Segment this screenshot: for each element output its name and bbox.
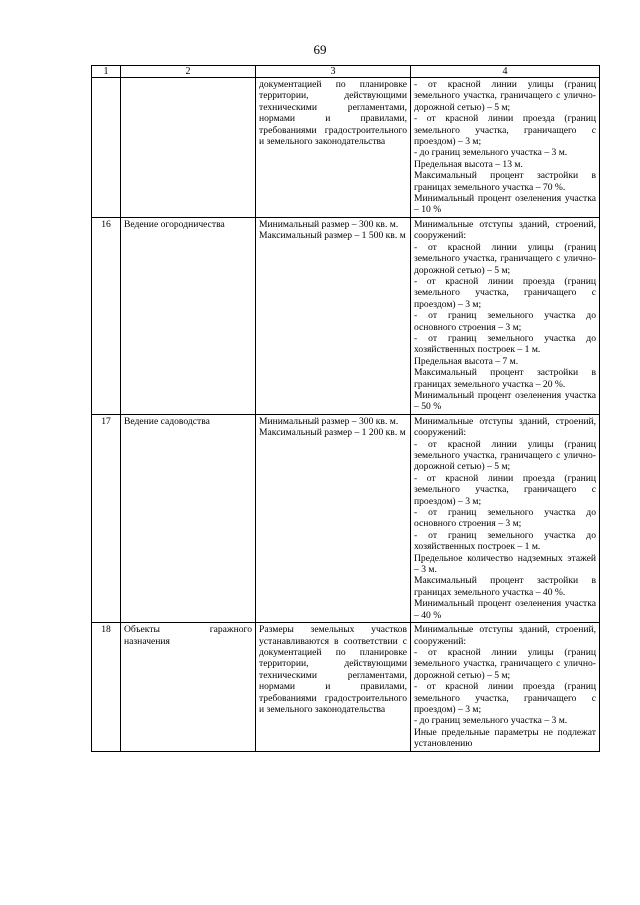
parameters [411, 78, 600, 218]
parameters [411, 217, 600, 414]
header-cell-2: 2 [121, 66, 256, 78]
parameter-line: - от красной линии улицы (границ земельного участка, граничащего с улично-дорожной сетью) – 5 м; [414, 241, 596, 276]
table-row [92, 623, 600, 751]
parameter-line: - от красной линии проезда (границ земельного участка, граничащего с проездом) – 3 м; [414, 681, 596, 715]
plot-size-max: Максимальный размер – 1 500 кв. м [259, 230, 406, 242]
table-row [92, 414, 600, 622]
parameter-line: Максимальный процент застройки в границах земельного участка – 70 %. [414, 170, 596, 193]
header-cell-4: 4 [411, 66, 600, 78]
row-number: 16 [92, 217, 121, 414]
use-type [121, 623, 256, 751]
parameter-line: Иные предельные параметры не подлежат установлению [414, 726, 596, 750]
parameter-line: Предельная высота – 13 м. [414, 158, 523, 170]
zoning-table [91, 65, 600, 752]
row-number: 18 [92, 623, 121, 751]
parameter-line: Максимальный процент застройки в границах земельного участка – 40 %. [414, 575, 596, 598]
parameter-line: - до границ земельного участка – 3 м. [414, 147, 568, 159]
parameter-line: Минимальные отступы зданий, строений, сооружений: [414, 415, 596, 439]
parameter-line: - от красной линии улицы (границ земельного участка, граничащего с улично-дорожной сетью) – 5 м; [414, 79, 596, 113]
header-cell-1: 1 [92, 66, 121, 78]
parameter-line: - от границ земельного участка до хозяйственных построек – 1 м. [414, 332, 596, 356]
row-number: 17 [92, 414, 121, 622]
row-number [92, 78, 121, 218]
plot-size [256, 78, 411, 218]
plot-size-text: документацией по планировке территории, действующими техническими регламентами, нормами и правилами, требованиями градостроительного и земельного законодательства [259, 79, 407, 148]
parameter-line: - от границ земельного участка до хозяйственных построек – 1 м. [414, 529, 596, 553]
parameters [411, 623, 600, 751]
parameter-line: Предельное количество надземных этажей – 3 м. [414, 552, 596, 576]
parameter-line: Максимальный процент застройки в границах земельного участка – 20 %. [414, 367, 596, 390]
parameter-line: Минимальные отступы зданий, строений, сооружений: [414, 624, 596, 647]
parameter-line: Предельная высота – 7 м. [414, 355, 519, 367]
use-type [121, 414, 256, 622]
table-row [92, 217, 600, 414]
use-type-name: Ведение огородничества [124, 218, 225, 230]
header-cell-3: 3 [256, 66, 411, 78]
parameter-line: Минимальный процент озеленения участка – 40 % [414, 598, 596, 621]
parameter-line: Минимальный процент озеленения участка – 10 % [414, 193, 596, 216]
use-type [121, 217, 256, 414]
table-row [92, 78, 600, 218]
parameter-line: - от границ земельного участка до основного строения – 3 м; [414, 507, 596, 530]
plot-size [256, 414, 411, 622]
parameter-line: - от красной линии улицы (границ земельного участка, граничащего с улично-дорожной сетью) – 5 м; [414, 438, 596, 473]
use-type-name: Объекты гаражного назначения [124, 624, 252, 647]
plot-size-min: Минимальный размер – 300 кв. м. [259, 218, 399, 230]
parameter-line: - от красной линии проезда (границ земельного участка, граничащего с проездом) – 3 м; [414, 472, 596, 507]
parameter-line: - от красной линии проезда (границ земельного участка, граничащего с проездом) – 3 м; [414, 113, 596, 148]
plot-size-text: Размеры земельных участков устанавливаются в соответствии с документацией по планировке территории, действующими техническими регламентами, нормами и правилами, требованиями градостроительного и земельного законодательства [259, 624, 407, 715]
page-number: 69 [313, 42, 327, 57]
parameter-line: - от красной линии проезда (границ земельного участка, граничащего с проездом) – 3 м; [414, 275, 596, 310]
plot-size-max: Максимальный размер – 1 200 кв. м [259, 427, 406, 439]
parameters [411, 414, 600, 622]
header-row [92, 66, 600, 78]
parameter-line: Минимальный процент озеленения участка – 50 % [414, 389, 596, 413]
use-type [121, 78, 256, 218]
parameter-line: - от красной линии улицы (границ земельного участка, граничащего с улично-дорожной сетью) – 5 м; [414, 646, 596, 681]
use-type-name: Ведение садоводства [124, 415, 210, 427]
plot-size-min: Минимальный размер – 300 кв. м. [259, 415, 399, 427]
parameter-line: - от границ земельного участка до основного строения – 3 м; [414, 310, 596, 333]
plot-size [256, 623, 411, 751]
parameter-line: Минимальные отступы зданий, строений, сооружений: [414, 218, 596, 242]
plot-size [256, 217, 411, 414]
parameter-line: - до границ земельного участка – 3 м. [414, 715, 568, 727]
